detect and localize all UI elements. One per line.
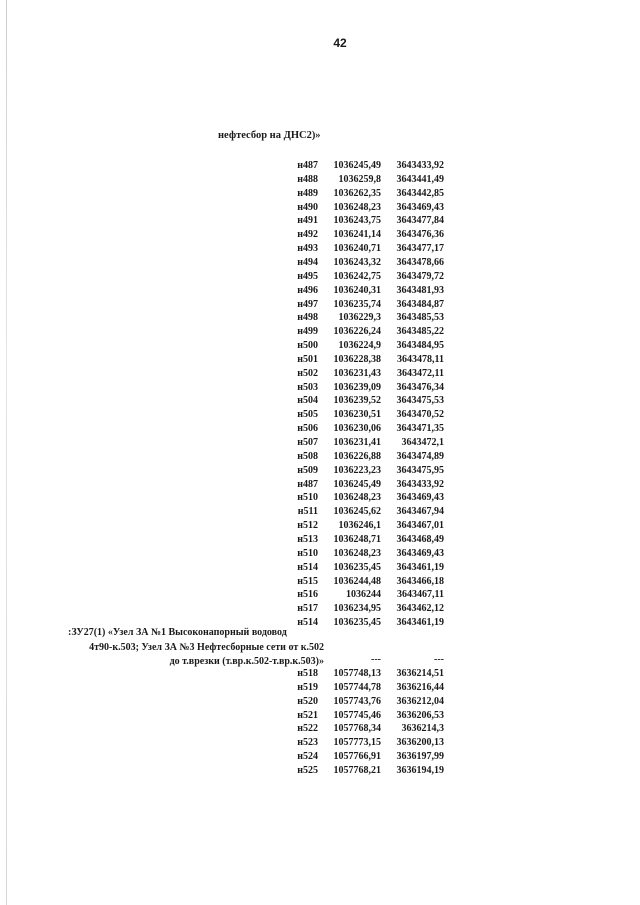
point-id: н523 xyxy=(297,737,318,749)
y-coordinate: 3643478,11 xyxy=(397,353,444,365)
point-id: н503 xyxy=(297,381,318,393)
x-coordinate: 1057745,46 xyxy=(333,709,381,721)
y-coordinate: 3643475,95 xyxy=(396,464,444,476)
point-id: н506 xyxy=(297,423,318,435)
x-coordinate: 1036240,71 xyxy=(333,243,381,255)
table-row xyxy=(0,257,640,271)
point-id: н524 xyxy=(297,751,318,763)
point-id: н521 xyxy=(297,709,318,721)
y-coordinate: 3643469,43 xyxy=(396,492,444,504)
table-row xyxy=(0,395,640,409)
y-coordinate: 3643433,92 xyxy=(396,478,444,490)
y-coordinate: 3643477,84 xyxy=(396,215,444,227)
table-row xyxy=(0,243,640,257)
x-coordinate: 1036248,71 xyxy=(333,534,381,545)
point-id: н495 xyxy=(297,270,318,282)
table-row xyxy=(0,229,640,243)
y-placeholder: --- xyxy=(434,654,444,665)
point-id: н515 xyxy=(297,575,318,587)
y-coordinate: 3643461,19 xyxy=(396,561,444,573)
y-coordinate: 3643476,34 xyxy=(396,381,444,393)
x-coordinate: 1057768,34 xyxy=(333,723,381,735)
x-coordinate: 1036235,45 xyxy=(333,617,381,628)
y-coordinate: 3643481,93 xyxy=(396,284,444,296)
x-coordinate: 1036231,43 xyxy=(333,367,381,379)
point-id: н487 xyxy=(297,478,318,490)
point-id: н502 xyxy=(297,367,318,379)
table-row xyxy=(0,326,640,340)
x-coordinate: 1036259,8 xyxy=(338,173,381,185)
section-title-line: до т.врезки (т.вр.к.502-т.вр.к.503)» xyxy=(169,656,324,667)
x-coordinate: 1036248,23 xyxy=(333,201,381,213)
y-coordinate: 3643467,11 xyxy=(397,589,444,601)
table-row xyxy=(0,710,640,724)
y-coordinate: 3643466,18 xyxy=(396,575,444,587)
section-heading-tail: нефтесбор на ДНС2)» xyxy=(218,130,321,141)
x-coordinate: 1036243,75 xyxy=(333,215,381,227)
table-row xyxy=(0,354,640,368)
table-row xyxy=(0,285,640,299)
y-coordinate: 3636206,53 xyxy=(396,709,444,721)
point-id: н490 xyxy=(297,201,318,213)
table-row xyxy=(0,562,640,576)
point-id: н508 xyxy=(297,450,318,462)
table-row xyxy=(0,368,640,382)
y-coordinate: 3643484,87 xyxy=(396,298,444,310)
point-id: н498 xyxy=(297,312,318,324)
x-coordinate: 1036248,23 xyxy=(333,547,381,559)
point-id: н496 xyxy=(297,284,318,296)
table-row xyxy=(0,423,640,437)
table-row xyxy=(0,437,640,451)
table-row xyxy=(0,299,640,313)
y-coordinate: 3643462,12 xyxy=(396,603,444,615)
x-coordinate: 1036226,24 xyxy=(333,326,381,338)
table-row xyxy=(0,202,640,216)
table-row xyxy=(0,312,640,326)
y-coordinate: 3643479,72 xyxy=(396,270,444,282)
x-coordinate: 1036248,23 xyxy=(333,492,381,504)
y-coordinate: 3643475,53 xyxy=(396,395,444,407)
x-coordinate: 1036262,35 xyxy=(333,187,381,199)
table-row xyxy=(0,465,640,479)
table-row xyxy=(0,751,640,765)
table-row xyxy=(0,271,640,285)
x-coordinate: 1036239,52 xyxy=(333,395,381,407)
table-row xyxy=(0,451,640,465)
section-title-line: :ЗУ27(1) «Узел ЗА №1 Высоконапорный водовод xyxy=(68,627,287,638)
table-row xyxy=(0,188,640,202)
y-coordinate: 3643461,19 xyxy=(396,617,444,628)
point-id: н488 xyxy=(297,173,318,185)
y-coordinate: 3643472,11 xyxy=(397,367,444,379)
y-coordinate: 3643485,53 xyxy=(396,312,444,324)
y-coordinate: 3643471,35 xyxy=(396,423,444,435)
x-coordinate: 1036244,48 xyxy=(333,575,381,587)
x-coordinate: 1036229,3 xyxy=(338,312,381,324)
x-coordinate: 1036223,23 xyxy=(333,464,381,476)
x-coordinate: 1036226,88 xyxy=(333,450,381,462)
table-row xyxy=(0,174,640,188)
point-id: н510 xyxy=(297,547,318,559)
point-id: н499 xyxy=(297,326,318,338)
y-coordinate: 3643442,85 xyxy=(396,187,444,199)
y-coordinate: 3643467,01 xyxy=(396,520,444,532)
point-id: н492 xyxy=(297,229,318,241)
point-id: н505 xyxy=(297,409,318,421)
table-row xyxy=(0,215,640,229)
x-coordinate: 1057773,15 xyxy=(333,737,381,749)
x-coordinate: 1057768,21 xyxy=(333,765,381,776)
point-id: н518 xyxy=(297,668,318,679)
table-row xyxy=(0,765,640,779)
point-id: н516 xyxy=(297,589,318,601)
table-row xyxy=(0,382,640,396)
y-coordinate: 3636200,13 xyxy=(396,737,444,749)
table-row xyxy=(0,340,640,354)
y-coordinate: 3636214,51 xyxy=(396,668,444,679)
table-row xyxy=(0,723,640,737)
table-row xyxy=(0,492,640,506)
y-coordinate: 3643433,92 xyxy=(396,160,444,171)
y-coordinate: 3643467,94 xyxy=(396,506,444,518)
y-coordinate: 3636212,04 xyxy=(396,695,444,707)
table-row xyxy=(0,160,640,174)
x-coordinate: 1036246,1 xyxy=(338,520,381,532)
x-coordinate: 1036241,14 xyxy=(333,229,381,241)
x-coordinate: 1057744,78 xyxy=(333,681,381,693)
x-coordinate: 1036243,32 xyxy=(333,256,381,268)
point-id: н501 xyxy=(297,353,318,365)
table-row xyxy=(0,668,640,682)
point-id: н517 xyxy=(297,603,318,615)
x-coordinate: 1036245,62 xyxy=(333,506,381,518)
point-id: н487 xyxy=(297,160,318,171)
point-id: н507 xyxy=(297,437,318,448)
point-id: н489 xyxy=(297,187,318,199)
point-id: н511 xyxy=(297,506,318,518)
x-coordinate: 1036228,38 xyxy=(333,353,381,365)
x-coordinate: 1036235,45 xyxy=(333,561,381,573)
y-coordinate: 3643485,22 xyxy=(396,326,444,338)
x-coordinate: 1036230,06 xyxy=(333,423,381,435)
y-coordinate: 3643476,36 xyxy=(396,229,444,241)
x-coordinate: 1036240,31 xyxy=(333,284,381,296)
table-row xyxy=(0,696,640,710)
point-id: н500 xyxy=(297,340,318,351)
x-coordinate: 1036244 xyxy=(346,589,381,601)
y-coordinate: 3643441,49 xyxy=(396,173,444,185)
table-row xyxy=(0,506,640,520)
section-title xyxy=(20,626,324,670)
y-coordinate: 3643469,43 xyxy=(396,201,444,213)
point-id: н509 xyxy=(297,464,318,476)
point-id: н522 xyxy=(297,723,318,735)
point-id: н519 xyxy=(297,681,318,693)
y-coordinate: 3643478,66 xyxy=(396,256,444,268)
x-coordinate: 1057766,91 xyxy=(333,751,381,763)
page-number: 42 xyxy=(333,36,347,50)
x-coordinate: 1057743,76 xyxy=(333,695,381,707)
point-id: н513 xyxy=(297,534,318,545)
x-coordinate: 1036239,09 xyxy=(333,381,381,393)
x-coordinate: 1036231,41 xyxy=(333,437,381,448)
point-id: н512 xyxy=(297,520,318,532)
x-coordinate: 1057748,13 xyxy=(333,668,381,679)
point-id: н525 xyxy=(297,765,318,776)
table-row xyxy=(0,409,640,423)
table-row xyxy=(0,737,640,751)
table-row xyxy=(0,682,640,696)
table-row xyxy=(0,589,640,603)
point-id: н510 xyxy=(297,492,318,504)
table-row xyxy=(0,534,640,548)
table-row xyxy=(0,479,640,493)
table-row xyxy=(0,603,640,617)
y-coordinate: 3643474,89 xyxy=(396,450,444,462)
point-id: н514 xyxy=(297,561,318,573)
y-coordinate: 3643469,43 xyxy=(396,547,444,559)
point-id: н491 xyxy=(297,215,318,227)
x-coordinate: 1036235,74 xyxy=(333,298,381,310)
x-coordinate: 1036230,51 xyxy=(333,409,381,421)
x-coordinate: 1036242,75 xyxy=(333,270,381,282)
x-placeholder: --- xyxy=(371,654,381,665)
point-id: н493 xyxy=(297,243,318,255)
point-id: н520 xyxy=(297,695,318,707)
point-id: н494 xyxy=(297,256,318,268)
y-coordinate: 3643470,52 xyxy=(396,409,444,421)
x-coordinate: 1036224,9 xyxy=(338,340,381,351)
y-coordinate: 3643477,17 xyxy=(396,243,444,255)
section-title-line: 4т90-к.503; Узел ЗА №3 Нефтесборные сети от к.502 xyxy=(89,641,324,653)
x-coordinate: 1036245,49 xyxy=(333,160,381,171)
y-coordinate: 3636216,44 xyxy=(396,681,444,693)
y-coordinate: 3636194,19 xyxy=(396,765,444,776)
point-id: н497 xyxy=(297,298,318,310)
point-id: н504 xyxy=(297,395,318,407)
table-row xyxy=(0,548,640,562)
table-row xyxy=(0,520,640,534)
y-coordinate: 3636197,99 xyxy=(396,751,444,763)
point-id: н514 xyxy=(297,617,318,628)
y-coordinate: 3643472,1 xyxy=(401,437,444,448)
x-coordinate: 1036234,95 xyxy=(333,603,381,615)
y-coordinate: 3636214,3 xyxy=(401,723,444,735)
table-row xyxy=(0,576,640,590)
y-coordinate: 3643484,95 xyxy=(396,340,444,351)
x-coordinate: 1036245,49 xyxy=(333,478,381,490)
y-coordinate: 3643468,49 xyxy=(396,534,444,545)
